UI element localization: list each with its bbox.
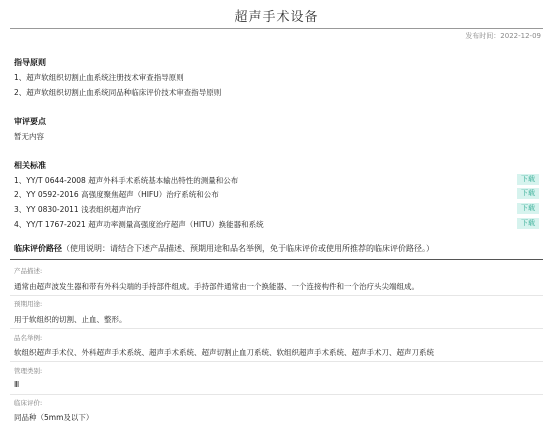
field-value-intended-use: 用于软组织的切割、止血、整形。: [14, 315, 127, 324]
standards-heading: 相关标准: [14, 161, 46, 170]
review-points-heading: 审评要点: [14, 117, 46, 126]
publish-date: 发布时间：2022-12-09: [465, 32, 541, 40]
download-button-3[interactable]: 下载: [517, 203, 539, 214]
clinical-eval-title: 临床评价路径: [14, 244, 62, 253]
field-value-product-examples: 软组织超声手术仪、外科超声手术系统、超声手术系统、超声切割止血刀系统、软组织超声手术系统、超声手术刀、超声刀系统: [14, 348, 434, 357]
field-label-description: 产品描述:: [14, 267, 43, 275]
field-divider: [10, 328, 543, 329]
download-button-2[interactable]: 下载: [517, 188, 539, 199]
field-label-product-examples: 品名举例:: [14, 334, 43, 342]
standard-item-4[interactable]: 4、YY/T 1767-2021 超声功率测量高强度治疗超声（HITU）换能器和系统: [14, 220, 264, 229]
download-button-4[interactable]: 下载: [517, 218, 539, 229]
standard-item-2[interactable]: 2、YY 0592-2016 高强度聚焦超声（HIFU）治疗系统和公布: [14, 190, 219, 199]
standard-item-3[interactable]: 3、YY 0830-2011 浅表组织超声治疗: [14, 205, 142, 214]
guidelines-heading: 指导原则: [14, 58, 46, 67]
review-points-content: 暂无内容: [14, 132, 44, 141]
guideline-link-2[interactable]: 2、超声软组织切割止血系统同品种临床评价技术审查指导原则: [14, 88, 222, 97]
field-value-management-class: Ⅲ: [14, 380, 20, 389]
clinical-eval-note: （使用说明：请结合下述产品描述、预期用途和品名举例，免于临床评价或使用所推荐的临床评价路径。）: [62, 244, 434, 253]
field-label-management-class: 管理类别:: [14, 367, 43, 375]
download-button-1[interactable]: 下载: [517, 174, 539, 185]
field-divider: [10, 295, 543, 296]
clinical-eval-heading: [14, 243, 434, 254]
field-divider: [10, 361, 543, 362]
standard-item-1[interactable]: 1、YY/T 0644-2008 超声外科手术系统基本输出特性的测量和公布: [14, 176, 239, 185]
page-title: 超声手术设备: [234, 10, 319, 25]
guideline-link-1[interactable]: 1、超声软组织切割止血系统注册技术审查指导原则: [14, 73, 184, 82]
field-divider: [10, 394, 543, 395]
clinical-eval-divider: [10, 259, 543, 260]
field-label-intended-use: 预期用途:: [14, 300, 43, 308]
field-value-clinical-eval: 同品种（5mm及以下）: [14, 413, 94, 422]
title-divider: [10, 28, 543, 29]
field-value-description: 通常由超声波发生器和带有外科尖端的手持部件组成。手持部件通常由一个换能器、一个连接构件和一个治疗头尖端组成。: [14, 282, 419, 291]
field-label-clinical-eval: 临床评价:: [14, 399, 43, 407]
